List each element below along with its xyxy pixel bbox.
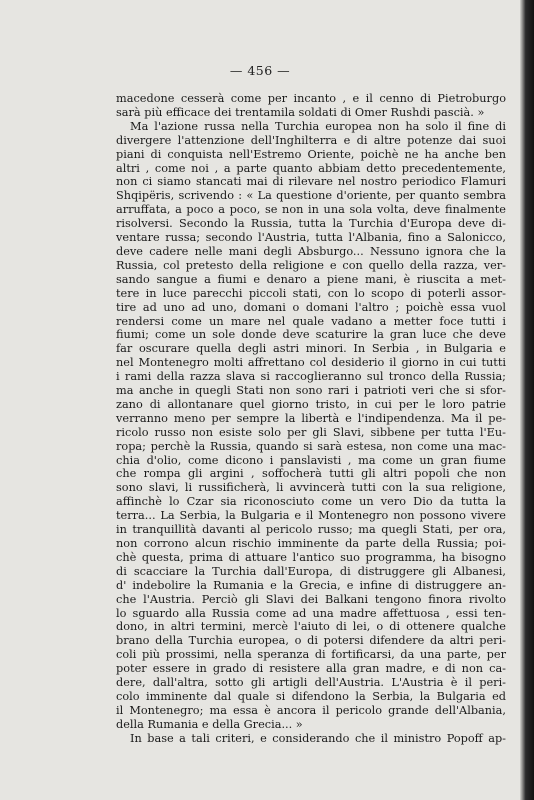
text-line: ricolo russo non esiste solo per gli Slavi, sibbene per tutta l'Eu-: [116, 425, 506, 439]
text-line: In base a tali criteri, e considerando che il ministro Popoff ap-: [130, 731, 506, 745]
text-line: chè questa, prima di attuare l'antico suo programma, ha bisogno: [116, 550, 506, 564]
text-line: fiumi; come un sole donde deve scaturire la gran luce che deve: [116, 328, 506, 342]
text-line: che rompa gli argini , soffocherà tutti gli altri popoli che non: [116, 467, 506, 481]
text-line: verranno meno per sempre la libertà e l'indipendenza. Ma il pe-: [116, 411, 506, 425]
text-line: arruffata, a poco a poco, se non in una sola volta, deve finalmente: [116, 203, 506, 217]
text-line: chia d'olio, come dicono i panslavisti , ma come un gran fiume: [116, 453, 506, 467]
text-line: terra... La Serbia, la Bulgaria e il Montenegro non possono vivere: [116, 509, 506, 523]
text-line: affinchè lo Czar sia riconosciuto come un vero Dio da tutta la: [116, 495, 506, 509]
text-line: nel Montenegro molti affrettano col desiderio il giorno in cui tutti: [116, 356, 506, 370]
text-line: divergere l'attenzione dell'Inghilterra e di altre potenze dai suoi: [116, 133, 506, 147]
page-number: — 456 —: [229, 63, 291, 78]
text-line: che l'Austria. Perciò gli Slavi dei Balkani tengono finora rivolto: [116, 592, 506, 606]
text-line: coli più prossimi, nella speranza di fortificarsi, da una parte, per: [116, 648, 506, 662]
text-line: sono slavi, li russificherà, li avvincerà tutti con la sua religione,: [116, 481, 506, 495]
text-line: tere in luce parecchi piccoli stati, con lo scopo di poterli assor-: [116, 286, 506, 300]
text-line: d' indebolire la Rumania e la Grecia, e infine di distruggere an-: [116, 578, 506, 592]
text-line: in tranquillità davanti al pericolo russo; ma quegli Stati, per ora,: [116, 523, 506, 537]
text-line: ropa; perchè la Russia, quando si sarà estesa, non come una mac-: [116, 439, 506, 453]
text-line: di scacciare la Turchia dall'Europa, di distruggere gli Albanesi,: [116, 564, 506, 578]
text-line: della Rumania e della Grecia... »: [116, 717, 303, 731]
text-line: far oscurare quella degli astri minori. In Serbia , in Bulgaria e: [116, 342, 506, 356]
body-text: [116, 92, 506, 746]
text-line: piani di conquista nell'Estremo Oriente, poichè ne ha anche ben: [116, 147, 506, 161]
text-line: il Montenegro; ma essa è ancora il pericolo grande dell'Albania,: [116, 703, 506, 717]
text-line: poter essere in grado di resistere alla gran madre, e di non ca-: [116, 662, 506, 676]
text-line: brano della Turchia europea, o di potersi difendere da altri peri-: [116, 634, 506, 648]
text-line: tire ad uno ad uno, domani o domani l'altro ; poichè essa vuol: [116, 300, 506, 314]
text-line: macedone cesserà come per incanto , e il cenno di Pietroburgo: [116, 92, 506, 105]
text-line: risolversi. Secondo la Russia, tutta la Turchia d'Europa deve di-: [116, 217, 506, 231]
text-line: ma anche in quegli Stati non sono rari i patrioti veri che si sfor-: [116, 384, 506, 398]
text-line: deve cadere nelle mani degli Absburgo... Nessuno ignora che la: [116, 244, 506, 258]
text-line: i rami della razza slava si raccoglieranno sul tronco della Russia;: [116, 370, 506, 384]
text-line: zano di allontanare quel giorno tristo, in cui per le loro patrie: [116, 397, 506, 411]
text-line: Russia, col pretesto della religione e con quello della razza, ver-: [116, 258, 506, 272]
scan-edge-shadow: [520, 0, 534, 800]
text-line: Ma l'azione russa nella Turchia europea non ha solo il fine di: [130, 119, 506, 133]
text-line: sarà più efficace dei trentamila soldati di Omer Rushdi pascià. »: [116, 105, 485, 119]
text-line: dono, in altri termini, mercè l'aiuto di lei, o di ottenere qualche: [116, 620, 506, 634]
text-line: non corrono alcun rischio imminente da parte della Russia; poi-: [116, 537, 506, 550]
text-line: lo sguardo alla Russia come ad una madre affettuosa , essi ten-: [116, 606, 506, 620]
text-line: Shqipëris, scrivendo : « La questione d'oriente, per quanto sembra: [116, 189, 506, 203]
text-line: sando sangue a fiumi e denaro a piene mani, è riuscita a met-: [116, 272, 506, 286]
text-line: non ci siamo stancati mai di rilevare nel nostro periodico Flamuri: [116, 175, 506, 189]
text-line: rendersi come un mare nel quale vadano a metter foce tutti i: [116, 314, 506, 328]
text-line: dere, dall'altra, sotto gli artigli dell'Austria. L'Austria è il peri-: [116, 676, 506, 690]
text-line: ventare russa; secondo l'Austria, tutta l'Albania, fino a Salonicco,: [116, 231, 506, 245]
text-line: altri , come noi , a parte quanto abbiam detto precedentemente,: [116, 161, 506, 175]
text-line: colo imminente dal quale si difendono la Serbia, la Bulgaria ed: [116, 689, 506, 703]
